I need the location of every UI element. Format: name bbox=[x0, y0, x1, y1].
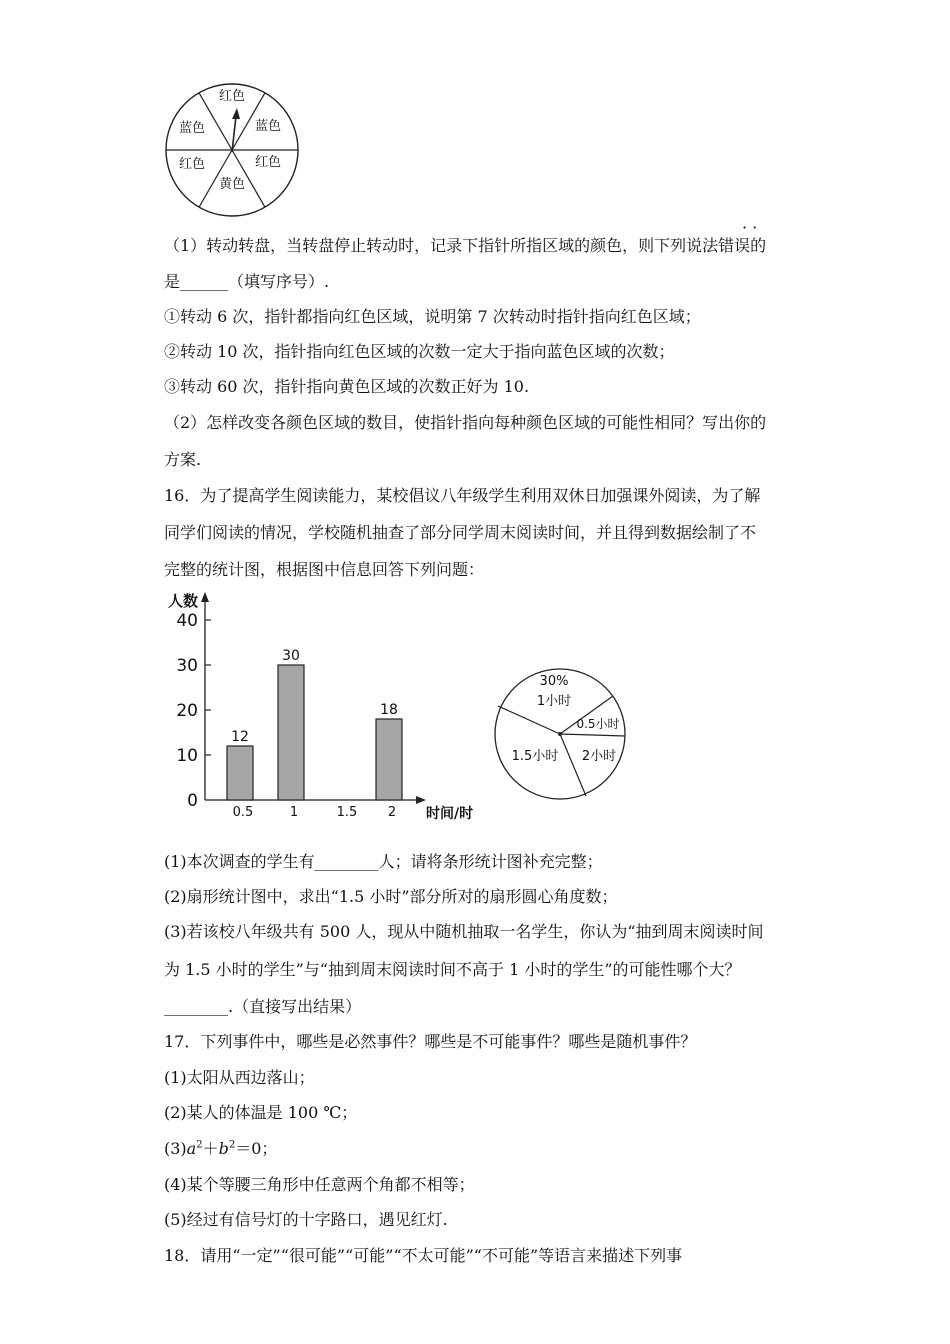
spinner-wheel bbox=[160, 78, 304, 222]
q15-option-2: ②转动 10 次，指针指向红色区域的次数一定大于指向蓝色区域的次数； bbox=[164, 342, 675, 361]
y-axis-label: 人数 bbox=[168, 592, 199, 610]
y-tick-label: 30 bbox=[176, 656, 198, 676]
q15-part1-line1: （1）转动转盘，当转盘停止转动时，记录下指针所指区域的颜色，则下列说法错误的 bbox=[164, 236, 767, 255]
q16-stem-line3: 完整的统计图，根据图中信息回答下列问题： bbox=[164, 560, 485, 579]
x-tick-label: 0.5 bbox=[232, 805, 254, 820]
plus-sign: ＋ bbox=[202, 1139, 219, 1158]
bar-value-label: 18 bbox=[380, 702, 398, 718]
q17-item-1: (1)太阳从西边落山； bbox=[164, 1068, 315, 1087]
emphasis-dots: · · bbox=[742, 218, 758, 237]
q16-sub3-line3: ________.（直接写出结果） bbox=[164, 997, 362, 1016]
spinner-sector-label: 红色 bbox=[254, 155, 282, 170]
q15-part2-line2: 方案. bbox=[164, 450, 202, 469]
q17-item-3 bbox=[164, 1139, 277, 1159]
bar-value-label: 12 bbox=[231, 729, 249, 745]
spinner-sector-label: 蓝色 bbox=[178, 121, 206, 136]
var-a: a bbox=[186, 1139, 197, 1158]
spinner-arrowhead bbox=[232, 108, 240, 119]
pie-slice-label: 2小时 bbox=[581, 749, 617, 764]
spinner-sector-label: 蓝色 bbox=[254, 119, 282, 134]
spinner-sector-label: 黄色 bbox=[218, 177, 246, 192]
q15-option-1: ①转动 6 次，指针都指向红色区域，说明第 7 次转动时指针指向红色区域； bbox=[164, 307, 701, 326]
q16-sub2: (2)扇形统计图中，求出“1.5 小时”部分所对的扇形圆心角度数； bbox=[164, 887, 618, 906]
q15-option-3: ③转动 60 次，指针指向黄色区域的次数正好为 10. bbox=[164, 377, 530, 396]
pie-chart bbox=[486, 650, 636, 800]
q16-sub3-line1: (3)若该校八年级共有 500 人，现从中随机抽取一名学生，你认为“抽到周末阅读时间 bbox=[164, 922, 764, 941]
y-tick-label: 20 bbox=[176, 701, 198, 721]
q17-item-4: (4)某个等腰三角形中任意两个角都不相等； bbox=[164, 1175, 475, 1194]
x-tick-label: 1.5 bbox=[336, 805, 358, 820]
q17-item-5: (5)经过有信号灯的十字路口，遇见红灯. bbox=[164, 1210, 448, 1229]
y-tick-label: 40 bbox=[176, 611, 198, 631]
pie-slice-label: 1小时 bbox=[536, 694, 572, 709]
pie-slice-label: 0.5小时 bbox=[576, 717, 620, 731]
bar bbox=[376, 719, 402, 800]
x-axis-arrow bbox=[416, 796, 426, 804]
bar-value-label: 30 bbox=[282, 648, 300, 664]
bar-chart bbox=[160, 588, 490, 828]
y-tick-label: 10 bbox=[176, 746, 198, 766]
q16-stem-line1: 16．为了提高学生阅读能力，某校倡议八年级学生利用双休日加强课外阅读，为了解 bbox=[164, 486, 761, 505]
bar bbox=[227, 746, 253, 800]
q17-item3-prefix: (3) bbox=[164, 1139, 187, 1158]
x-axis-label: 时间/时 bbox=[426, 806, 474, 822]
var-b: b bbox=[218, 1139, 229, 1158]
spinner-sector-label: 红色 bbox=[218, 89, 246, 104]
q16-sub3-line2: 为 1.5 小时的学生”与“抽到周末阅读时间不高于 1 小时的学生”的可能性哪个大？ bbox=[164, 960, 741, 979]
x-tick-label: 2 bbox=[387, 805, 397, 820]
q17-stem: 17．下列事件中，哪些是必然事件？哪些是不可能事件？哪些是随机事件？ bbox=[164, 1032, 697, 1051]
x-tick-label: 1 bbox=[289, 805, 299, 820]
bar bbox=[278, 665, 304, 800]
pie-percent-label: 30% bbox=[539, 674, 569, 689]
y-axis-arrow bbox=[201, 592, 209, 602]
spinner-sector-label: 红色 bbox=[178, 157, 206, 172]
q16-stem-line2: 同学们阅读的情况，学校随机抽查了部分同学周末阅读时间，并且得到数据绘制了不 bbox=[164, 523, 757, 542]
q15-part1-line2: 是______（填写序号）. bbox=[164, 272, 330, 291]
q16-sub1: (1)本次调查的学生有________人；请将条形统计图补充完整； bbox=[164, 852, 603, 871]
exponent: 2 bbox=[228, 1139, 236, 1151]
pie-slice-label: 1.5小时 bbox=[511, 749, 559, 764]
q17-item-2: (2)某人的体温是 100 ℃； bbox=[164, 1103, 358, 1122]
q18-stem: 18．请用“一定”“很可能”“可能”“不太可能”“不可能”等语言来描述下列事 bbox=[164, 1246, 683, 1265]
q15-part2-line1: （2）怎样改变各颜色区域的数目，使指针指向每种颜色区域的可能性相同？写出你的 bbox=[164, 413, 767, 432]
exponent: 2 bbox=[196, 1139, 203, 1151]
q17-item3-rest: ＝0； bbox=[235, 1139, 278, 1158]
y-tick-label: 0 bbox=[187, 791, 198, 811]
